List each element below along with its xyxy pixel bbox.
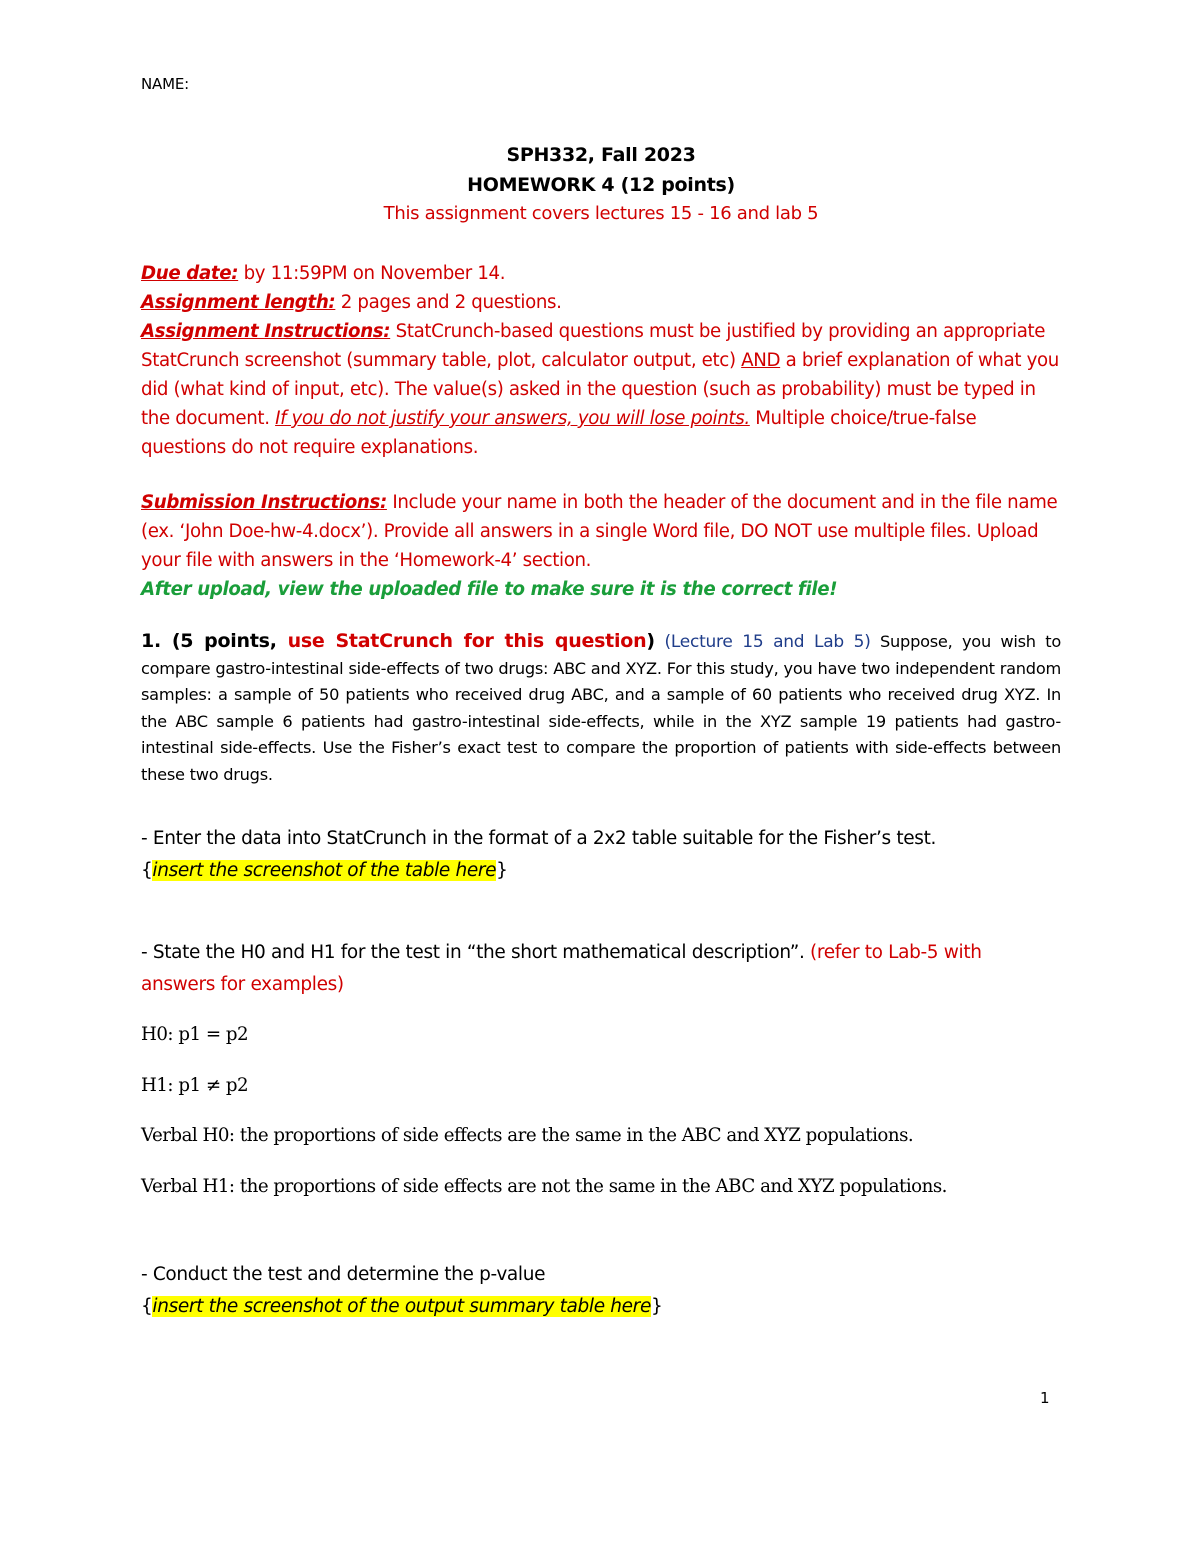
question-1-body: Suppose, you wish to compare gastro-intestinal side-effects of two drugs: ABC and XYZ. For this study, you have two independent random samples: a sample of 50 patients who received drug ABC, and a sample of 60 patients who received drug XYZ. In the ABC sample 6 patients had gastro-intestinal side-effects, while in the XYZ sample 19 patients had gastro-intestinal side-effects. Use the Fisher’s exact test to compare the proportion of patients with side-effects between these two drugs. — [141, 632, 1061, 784]
question-1-paragraph — [141, 628, 1061, 788]
assignment-instructions-label: Assignment Instructions: — [141, 321, 391, 342]
question-1-tool: use StatCrunch for this question — [287, 630, 647, 652]
question-1-number: 1. (5 points, — [141, 630, 288, 652]
assignment-length-line — [141, 288, 1061, 317]
bullet-enter-data — [141, 823, 1061, 887]
assignment-instructions-text-1: StatCrunch-based questions must be justified by providing an appropriate StatCrunch screenshot (summary table, plot, calculator output, etc) — [141, 321, 1046, 371]
assignment-instructions-text-2: a brief explanation of what you did (what kind of input, etc). The value(s) asked in the question (such as probability) must be typed in the document. — [141, 350, 1059, 429]
verbal-h1: Verbal H1: the proportions of side effects are not the same in the ABC and XYZ populations. — [141, 1176, 947, 1197]
assignment-length-text: 2 pages and 2 questions. — [335, 292, 562, 313]
upload-note: After upload, view the uploaded file to make sure it is the correct file! — [141, 579, 838, 600]
placeholder-table: insert the screenshot of the table here — [152, 860, 497, 881]
hypothesis-h0: H0: p1 = p2 — [141, 1024, 249, 1045]
bullet-hypotheses-text: - State the H0 and H1 for the test in “the short mathematical description”. — [141, 942, 811, 963]
due-date-line — [141, 259, 1061, 288]
instructions-section — [141, 259, 1061, 604]
course-title: SPH332, Fall 2023 — [506, 144, 696, 166]
justify-warning: If you do not justify your answers, you will lose points. — [275, 408, 750, 429]
bullet-conduct-test-text: - Conduct the test and determine the p-value — [141, 1264, 546, 1285]
placeholder-output-line: {insert the screenshot of the output summary table here} — [141, 1296, 663, 1317]
submission-instructions-text: Include your name in both the header of the document and in the file name (ex. ‘John Doe-hw-4.docx’). Provide all answers in a single Word file, DO NOT use multiple files. Upload your file with answers in the ‘Homework-4’ section. — [141, 492, 1058, 571]
submission-instructions-paragraph — [141, 488, 1061, 575]
hypothesis-h1: H1: p1 ≠ p2 — [141, 1075, 249, 1096]
due-date-label: Due date: — [141, 263, 239, 284]
question-1-reference: (Lecture 15 and Lab 5) — [654, 632, 871, 652]
coverage-subtitle: This assignment covers lectures 15 - 16 and lab 5 — [383, 203, 819, 224]
placeholder-table-line: {insert the screenshot of the table here} — [141, 860, 508, 881]
question-1-close: ) — [646, 630, 655, 652]
verbal-h0: Verbal H0: the proportions of side effects are the same in the ABC and XYZ populations. — [141, 1125, 914, 1146]
bullet-conduct-test — [141, 1259, 1061, 1323]
name-field-label: NAME: — [141, 75, 189, 93]
assignment-instructions-text-3: Multiple choice/true-false questions do not require explanations. — [141, 408, 977, 458]
assignment-length-label: Assignment length: — [141, 292, 336, 313]
page-number: 1 — [1040, 1389, 1050, 1407]
bullet-hypotheses — [141, 937, 1061, 1001]
bullet-hypotheses-note: (refer to Lab-5 with answers for examples) — [141, 942, 982, 995]
spacer — [141, 462, 1061, 488]
submission-instructions-label: Submission Instructions: — [141, 492, 387, 513]
homework-title: HOMEWORK 4 (12 points) — [467, 174, 735, 196]
assignment-instructions-and: AND — [741, 350, 781, 371]
due-date-text: by 11:59PM on November 14. — [238, 263, 506, 284]
assignment-instructions-paragraph — [141, 317, 1061, 462]
bullet-enter-data-text: - Enter the data into StatCrunch in the format of a 2x2 table suitable for the Fisher’s test. — [141, 828, 937, 849]
placeholder-output: insert the screenshot of the output summary table here — [152, 1296, 651, 1317]
